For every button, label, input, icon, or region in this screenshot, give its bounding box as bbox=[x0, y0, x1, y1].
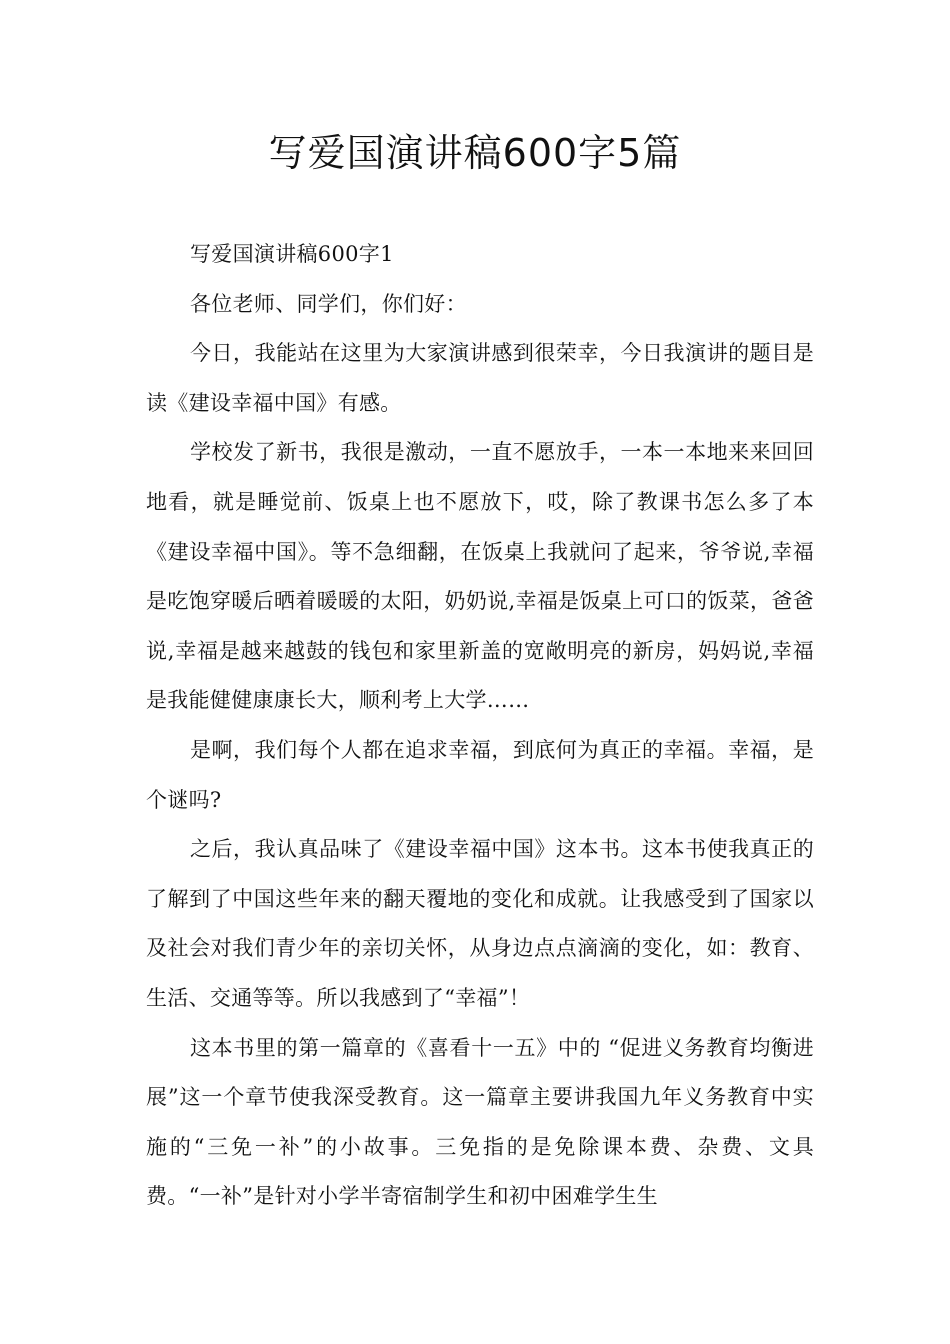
section-heading: 写爱国演讲稿600字1 bbox=[190, 242, 394, 266]
paragraph: 这本书里的第一篇章的《喜看十一五》中的 “促进义务教育均衡进展”这一个章节使我深受教育。这一篇章主要讲我国九年义务教育中实施的“三免一补”的小故事。三免指的是免除课本费、杂费、文具费。“一补”是针对小学半寄宿制学生和初中困难学生生 bbox=[146, 1035, 814, 1209]
paragraph: 今日，我能站在这里为大家演讲感到很荣幸，今日我演讲的题目是读《建设幸福中国》有感。 bbox=[146, 341, 814, 415]
paragraph: 学校发了新书，我很是激动，一直不愿放手，一本一本地来来回回地看，就是睡觉前、饭桌上也不愿放下，哎，除了教课书怎么多了本《建设幸福中国》。等不急细翻，在饭桌上我就问了起来，爷爷说,幸福是吃饱穿暖后晒着暖暖的太阳，奶奶说,幸福是饭桌上可口的饭菜，爸爸说,幸福是越来越鼓的钱包和家里新盖的宽敞明亮的新房，妈妈说,幸福是我能健健康康长大，顺利考上大学…… bbox=[146, 440, 814, 713]
paragraph: 是啊，我们每个人都在追求幸福，到底何为真正的幸福。幸福，是个谜吗? bbox=[146, 737, 814, 812]
document-body bbox=[146, 230, 814, 1222]
document-title: 写爱国演讲稿600字5篇 bbox=[268, 131, 682, 175]
paragraph: 之后，我认真品味了《建设幸福中国》这本书。这本书使我真正的了解到了中国这些年来的翻天覆地的变化和成就。让我感受到了国家以及社会对我们青少年的亲切关怀，从身边点点滴滴的变化，如：教育、生活、交通等等。所以我感到了“幸福”！ bbox=[146, 837, 814, 1010]
greeting-paragraph: 各位老师、同学们，你们好： bbox=[190, 291, 467, 316]
